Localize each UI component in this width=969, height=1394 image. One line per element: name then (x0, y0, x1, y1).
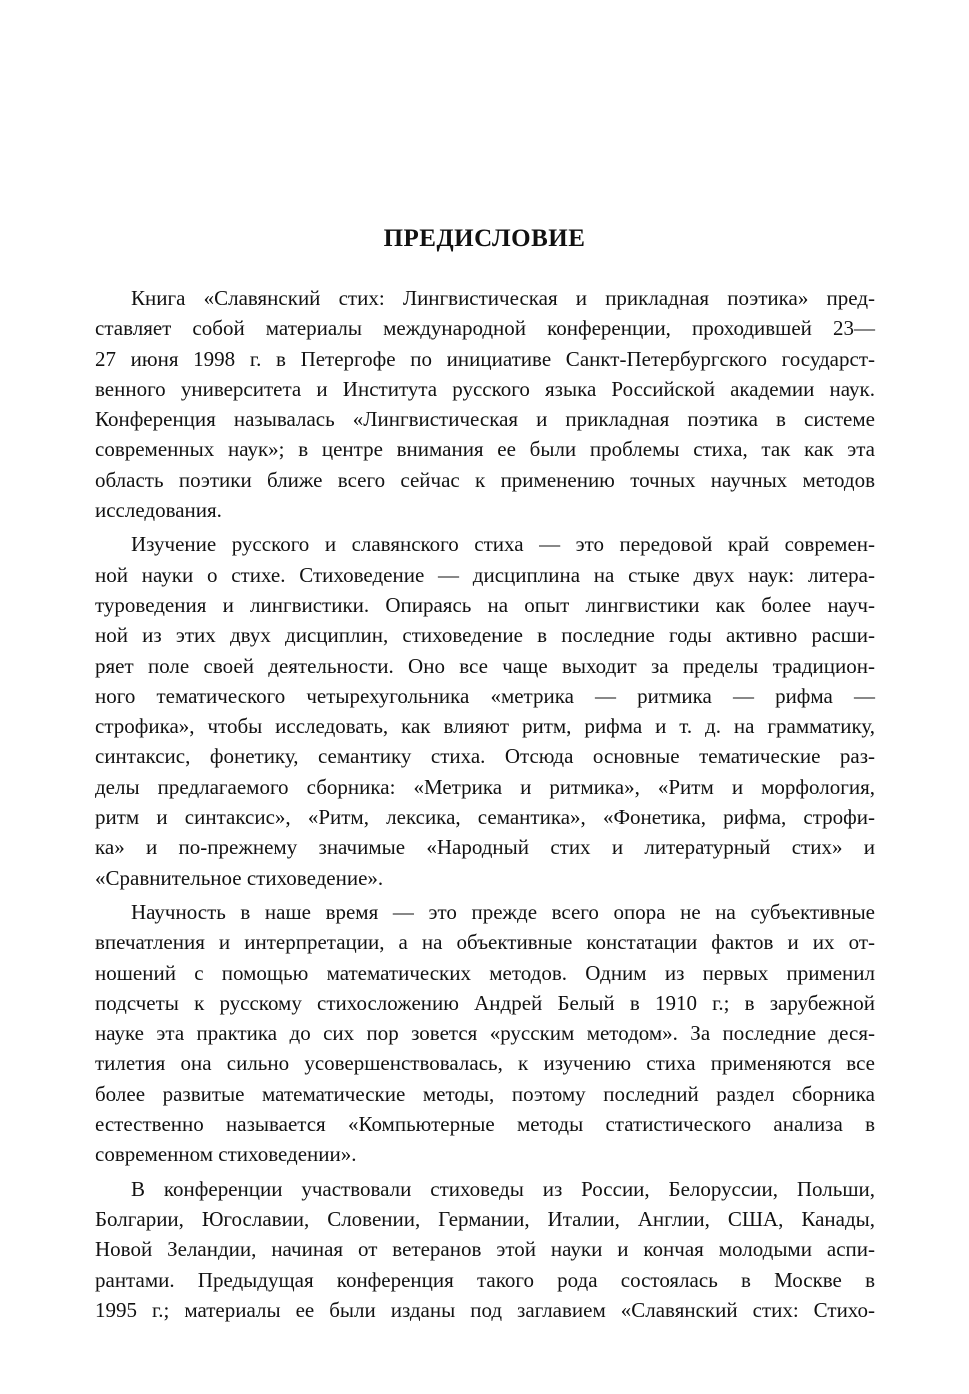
text-line: Изучение русского и славянского стиха — это передовой край современ- (131, 532, 875, 557)
text-line: 27 июня 1998 г. в Петергофе по инициативе Санкт-Петербургского государст- (95, 346, 875, 371)
text-line: «Сравнительное стиховедение». (95, 865, 384, 890)
paragraph-1 (95, 283, 875, 525)
text-line: 1995 г.; материалы ее были изданы под заглавием «Славянский стих: Стихо- (95, 1297, 875, 1322)
text-line: Болгарии, Югославии, Словении, Германии, Италии, Англии, США, Канады, (95, 1206, 875, 1231)
text-line: ряет поле своей деятельности. Оно все чаще выходит за пределы традицион- (95, 653, 875, 678)
text-line: Научность в наше время — это прежде всего опора не на субъективные (131, 899, 875, 924)
text-line: область поэтики ближе всего сейчас к применению точных научных методов (95, 467, 875, 492)
text-line: ставляет собой материалы международной конференции, проходившей 23— (95, 316, 875, 341)
text-line: ритм и синтаксис», «Ритм, лексика, семантика», «Фонетика, рифма, строфи- (95, 805, 875, 830)
text-line: более развитые математические методы, поэтому последний раздел сборника (95, 1081, 875, 1106)
text-line: современных наук»; в центре внимания ее были проблемы стиха, так как эта (95, 437, 875, 462)
text-line: синтаксис, фонетику, семантику стиха. Отсюда основные тематические раз- (95, 744, 875, 769)
text-line: делы предлагаемого сборника: «Метрика и ритмика», «Ритм и морфология, (95, 774, 875, 799)
paragraph-2 (95, 529, 875, 893)
text-line: Новой Зеландии, начиная от ветеранов этой науки и кончая молодыми аспи- (95, 1237, 875, 1262)
text-line: Книга «Славянский стих: Лингвистическая и прикладная поэтика» пред- (131, 286, 875, 310)
text-line: В конференции участвовали стиховеды из России, Белоруссии, Польши, (131, 1176, 875, 1201)
text-line: тилетия она сильно усовершенствовалась, к изучению стиха применяются все (95, 1051, 875, 1076)
text-line: ного тематического четырехугольника «метрика — ритмика — рифма — (95, 683, 875, 708)
text-line: ка» и по-прежнему значимые «Народный стих и литературный стих» и (95, 835, 875, 860)
paragraph-3 (95, 897, 875, 1170)
text-line: современном стиховедении». (95, 1142, 357, 1167)
text-line: впечатления и интерпретации, а на объективные констатации фактов и их от- (95, 930, 875, 955)
text-line: туроведения и лингвистики. Опираясь на опыт лингвистики как более науч- (95, 592, 875, 617)
text-line: рантами. Предыдущая конференция такого рода состоялась в Москве в (95, 1267, 875, 1292)
text-line: исследования. (95, 498, 222, 523)
text-line: ношений с помощью математических методов. Одним из первых применил (95, 960, 875, 985)
text-line: ной науки о стихе. Стиховедение — дисциплина на стыке двух наук: литера- (95, 562, 875, 587)
text-line: науке эта практика до сих пор зовется «русским методом». За последние деся- (95, 1021, 875, 1046)
body-text (95, 283, 875, 1325)
text-line: подсчеты к русскому стихосложению Андрей Белый в 1910 г.; в зарубежной (95, 990, 875, 1015)
text-line: естественно называется «Компьютерные методы статистического анализа в (95, 1112, 875, 1137)
text-line: строфика», чтобы исследовать, как влияют ритм, рифма и т. д. на грамматику, (95, 714, 875, 739)
text-line: ной из этих двух дисциплин, стиховедение в последние годы активно расши- (95, 623, 875, 648)
text-line: Конференция называлась «Лингвистическая и прикладная поэтика в системе (95, 407, 875, 432)
paragraph-4 (95, 1174, 875, 1325)
page-title: ПРЕДИСЛОВИЕ (383, 225, 586, 252)
text-line: венного университета и Института русского языка Российской академии наук. (95, 376, 875, 401)
